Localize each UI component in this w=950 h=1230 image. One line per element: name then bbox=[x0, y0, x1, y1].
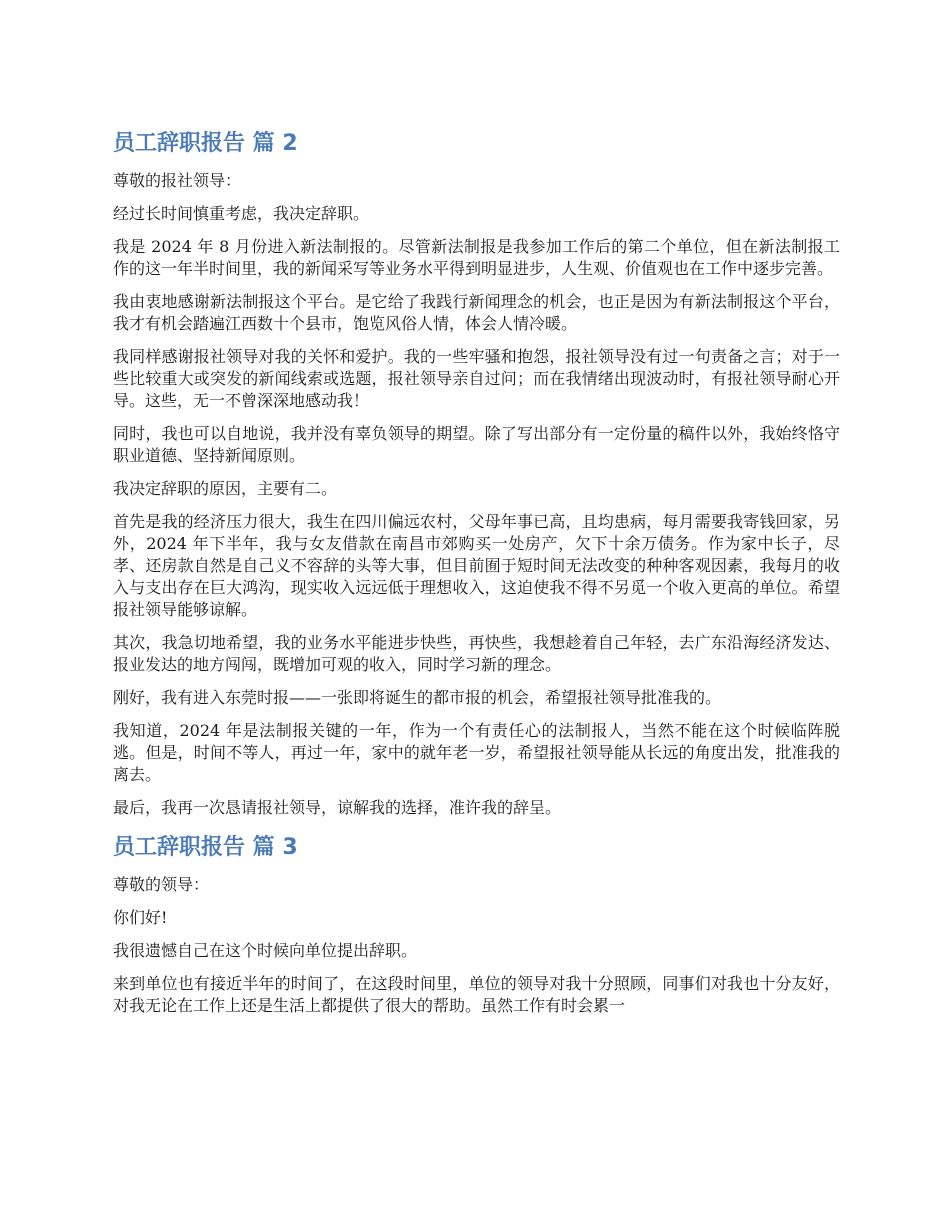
body-paragraph: 我知道，2024 年是法制报关键的一年，作为一个有责任心的法制报人，当然不能在这个时候临阵脱逃。但是，时间不等人，再过一年，家中的就年老一岁，希望报社领导能从长远的角度出发，批准我的离去。 bbox=[113, 721, 840, 784]
greeting-paragraph: 你们好! bbox=[113, 908, 168, 927]
body-paragraph: 我同样感谢报社领导对我的关怀和爱护。我的一些牢骚和抱怨，报社领导没有过一句责备之言；对于一些比较重大或突发的新闻线索或选题，报社领导亲自过问；而在我情绪出现波动时，有报社领导耐心开导。这些，无一不曾深深地感动我！ bbox=[113, 347, 840, 410]
body-paragraph: 我是 2024 年 8 月份进入新法制报的。尽管新法制报是我参加工作后的第二个单位，但在新法制报工作的这一年半时间里，我的新闻采写等业务水平得到明显进步，人生观、价值观也在工作中逐步完善。 bbox=[113, 237, 840, 278]
body-paragraph: 我很遗憾自己在这个时候向单位提出辞职。 bbox=[113, 941, 418, 960]
body-paragraph: 我由衷地感谢新法制报这个平台。是它给了我践行新闻理念的机会，也正是因为有新法制报这个平台，我才有机会踏遍江西数十个县市，饱览风俗人情，体会人情冷暖。 bbox=[113, 292, 840, 333]
body-paragraph: 我决定辞职的原因，主要有二。 bbox=[113, 479, 338, 498]
document-page bbox=[113, 126, 840, 1028]
body-paragraph: 同时，我也可以自地说，我并没有辜负领导的期望。除了写出部分有一定份量的稿件以外，我始终恪守职业道德、坚持新闻原则。 bbox=[113, 424, 840, 465]
body-paragraph: 首先是我的经济压力很大，我生在四川偏远农村，父母年事已高，且均患病，每月需要我寄钱回家，另外，2024 年下半年，我与女友借款在南昌市郊购买一处房产，欠下十余万债务。作为家中长子，尽孝、还房款自然是自己义不容辞的头等大事，但目前囿于短时间无法改变的种种客观因素，我每月的收入与支出存在巨大鸿沟，现实收入远远低于理想收入，这迫使我不得不另觅一个收入更高的单位。希望报社领导能够谅解。 bbox=[113, 512, 840, 619]
body-paragraph: 其次，我急切地希望，我的业务水平能进步快些，再快些，我想趁着自己年轻，去广东沿海经济发达、报业发达的地方闯闯，既增加可观的收入，同时学习新的理念。 bbox=[113, 633, 840, 674]
body-paragraph: 刚好，我有进入东莞时报——一张即将诞生的都市报的机会，希望报社领导批准我的。 bbox=[113, 688, 722, 707]
closing-paragraph: 最后，我再一次恳请报社领导，谅解我的选择，准许我的辞呈。 bbox=[113, 798, 562, 817]
section-heading-3: 员工辞职报告 篇 3 bbox=[113, 835, 298, 860]
salutation-paragraph: 尊敬的领导： bbox=[113, 875, 210, 894]
body-paragraph: 经过长时间慎重考虑，我决定辞职。 bbox=[113, 204, 370, 223]
body-paragraph: 来到单位也有接近半年的时间了，在这段时间里，单位的领导对我十分照顾，同事们对我也十分友好，对我无论在工作上还是生活上都提供了很大的帮助。虽然工作有时会累一 bbox=[113, 974, 840, 1015]
salutation-paragraph: 尊敬的报社领导： bbox=[113, 171, 242, 190]
section-heading-2: 员工辞职报告 篇 2 bbox=[113, 131, 298, 156]
